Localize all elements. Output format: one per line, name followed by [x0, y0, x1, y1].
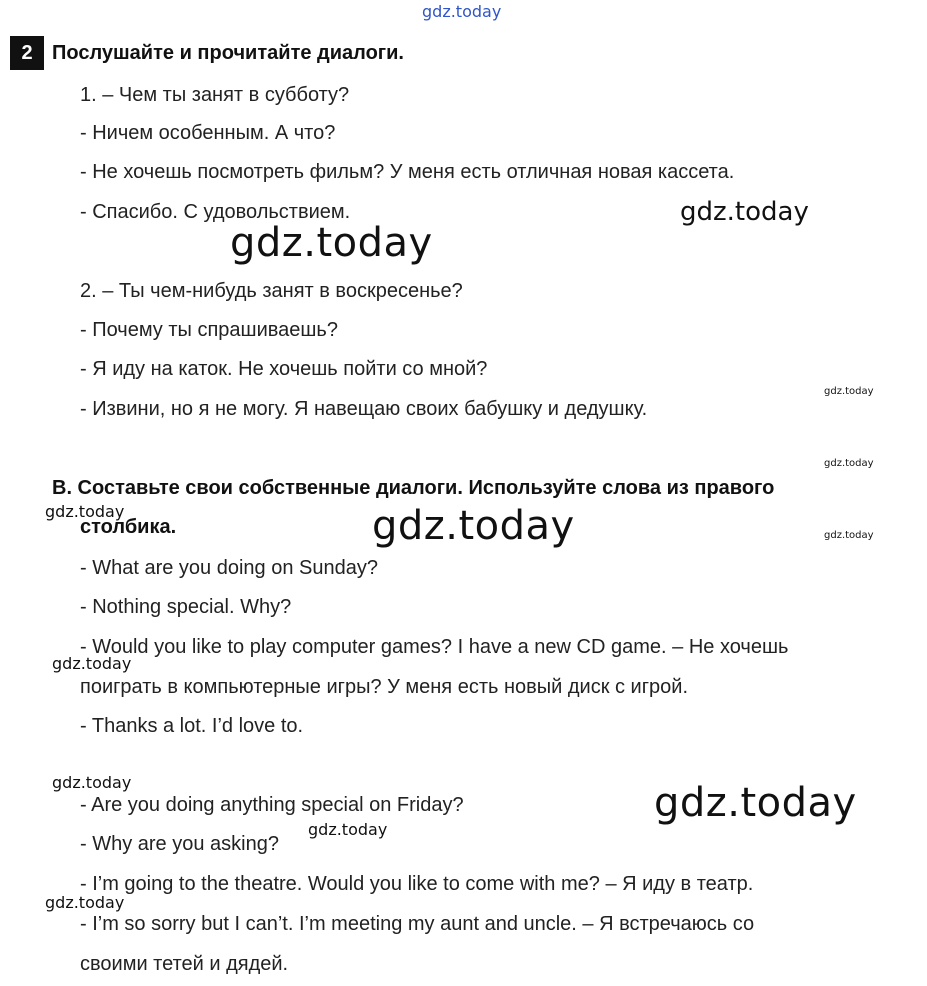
watermark: gdz.today — [654, 780, 857, 826]
dialogue2-line: - Почему ты спрашиваешь? — [80, 319, 338, 341]
dialogue1-line: - Спасибо. С удовольствием. — [80, 201, 351, 223]
part-b-title: B. Составьте свои собственные диалоги. Используйте слова из правого — [52, 477, 775, 499]
dialogue3-line: - What are you doing on Sunday? — [80, 557, 378, 579]
watermark: gdz.today — [52, 773, 132, 792]
dialogue1-line: - Ничем особенным. А что? — [80, 122, 336, 144]
dialogue4-line: - Why are you asking? — [80, 833, 279, 855]
dialogue4-line: - I’m so sorry but I can’t. I’m meeting my aunt and uncle. – Я встречаюсь со — [80, 913, 755, 935]
dialogue4-line: - Are you doing anything special on Friday? — [80, 794, 464, 816]
watermark: gdz.today — [230, 220, 433, 266]
dialogue3-line: - Thanks a lot. I’d love to. — [80, 715, 304, 737]
dialogue3-line: поиграть в компьютерные игры? У меня есть новый диск с игрой. — [80, 676, 688, 698]
dialogue4-line: своими тетей и дядей. — [80, 953, 289, 975]
watermark: gdz.today — [45, 502, 125, 521]
dialogue1-line: 1. – Чем ты занят в субботу? — [80, 84, 350, 106]
watermark: gdz.today — [372, 503, 575, 549]
exercise-number-badge: 2 — [10, 36, 44, 70]
dialogue3-line: - Would you like to play computer games? I have a new CD game. – Не хочешь — [80, 636, 789, 658]
watermark: gdz.today — [45, 893, 125, 912]
dialogue3-line: - Nothing special. Why? — [80, 596, 292, 618]
watermark: gdz.today — [308, 820, 388, 839]
watermark: gdz.today — [824, 458, 874, 469]
watermark-top: gdz.today — [422, 2, 502, 21]
dialogue2-line: - Я иду на каток. Не хочешь пойти со мной? — [80, 358, 488, 380]
watermark: gdz.today — [824, 386, 874, 397]
dialogue2-line: 2. – Ты чем-нибудь занят в воскресенье? — [80, 280, 463, 302]
dialogue1-line: - Не хочешь посмотреть фильм? У меня есть отличная новая кассета. — [80, 161, 735, 183]
watermark: gdz.today — [52, 654, 132, 673]
watermark: gdz.today — [824, 530, 874, 541]
exercise-title: Послушайте и прочитайте диалоги. — [52, 42, 404, 64]
dialogue2-line: - Извини, но я не могу. Я навещаю своих бабушку и дедушку. — [80, 398, 648, 420]
watermark: gdz.today — [680, 197, 809, 227]
dialogue4-line: - I’m going to the theatre. Would you like to come with me? – Я иду в театр. — [80, 873, 754, 895]
part-b-title-continued: столбика. — [80, 516, 177, 538]
